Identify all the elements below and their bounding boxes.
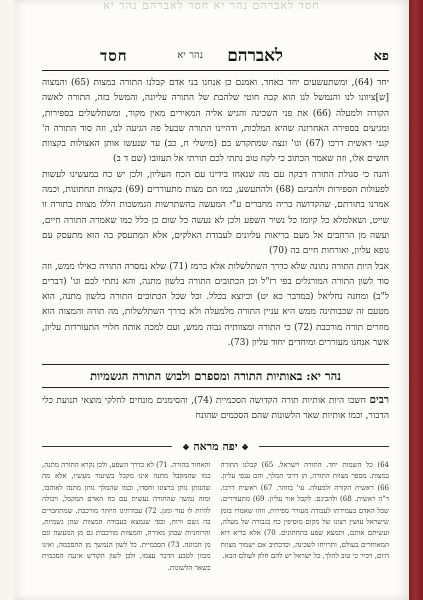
section-heading: נהר יא: באותיות התורה ומספרם ולבוש התורה הגשמיות [42, 364, 389, 388]
footnote-column: והאחור בהורה. 71) לא כדרך השפע, ולכן נקרא התורה מתנה, כמו שהמקבל מתנה אינו מקבל בשיעור מעשיו, אלא מה שהנותן נותן ברצונו וחסדו, וכמו שהמלך נותן מתנה לאוהבו, ומזה נמשך שהתורה נעשית עם כח האדם המקבל, ויכולה להיות לו עזר ומגן. 72) עבודתינו היותר מורכבת. שמתחברים בה גשם ורוח, וכפי שנמצא בעבודה המצוות שהן גשמיות, והרוחניות שבהן מאירה, והמצוות מורכבות גם מן המעשה וגם מן הכוונה. 73) הסכמיית. כל לשון הנמשך מן ההסכמה, ואינו מכוון לטבע הדבר עצמו, ולכן לשון הקודש איננה הסכמית כשאר הלשונות. [42, 461, 211, 572]
book-name: חסד [100, 47, 128, 65]
divider-line-left [42, 446, 172, 447]
section-lead-word: רבים [369, 394, 389, 406]
body-paragraph: יחד (64), ומשתעשעים יחד כאחד. ואמנם כן אנחנו בני אדם קבלנו התורה במצות (65) והמצוה [ש]ציוונו לנו והנמשל לנו הוא קבה חוטי שלהבת של התורה עליונה, והמשל בזה, התורה לאשה הקורה ולמעלה (66) את פני השכינה והגיש אליה המאירים מאין מקור, ומשתלשלים בספירות, ומגיעים בספירה האחרונה שהיא המלכות, ודהיינו התורה שבעל פה הגיעה לנו, וזה סוד התורה ה' קנני ראשית דרכו (67) וגו' ונצה שמתקדש בם (מישלי ח, כב) עד שנעשו אותן האצולות בקצוות חושים אלו, וזה שאמר הכתוב כי לקח טוב נתתי לכם תורתי אל תעזובו (שם ד ב) [42, 78, 389, 165]
footnotes [42, 460, 389, 578]
main-text [42, 76, 389, 351]
chapter-label: נהר יא [177, 50, 203, 61]
commentary-divider [42, 438, 389, 456]
book-page [14, 0, 409, 600]
ornament-icon: ❖ [241, 442, 249, 452]
section-paragraph: חשבו היות אותיות תורה הקדושה הסכמיית (74), והסימנים מונחים לחלקי מוצאי תנועת כלי הדבור, וכמו אותיות שאר הלשונות שהם הסכמים שהונח [42, 396, 389, 421]
body-paragraph: אבל היות התורה נתונה שלא כדרך השתלשלות אלא ברמז (71) שלא נמסרה התורה כאילו ממש, וזה סוד לשון התורה המורגלים בפי רז"ל וכן הכתובים התורה בלשון מתנה, והא נתתי לכם וגו' (דברים ל"ב) ומחנה נחליאל (במדבר כא יט) וכיוצא בכלל. וכל שכל הכתובים התורה בלשון מתנה, הוא מטעם זה שכבותינה ממש היא עניין התורה מלמעלה ולא כדרך השתלשלות, מה תורה והמצוה הוא מוזרים תורה מורכבת (72) כי התורה ומצוותיה גבוה ממש, ועם למכה אותה חלויי התעוררות עליון, אשר אנחנו מעוררים ומיחדים יחוד עליון (73). [42, 261, 390, 349]
commentary-title-box [177, 438, 254, 456]
body-paragraph: והנה כי סגולת התורה דבקה עם מה שנאחז בידינו עם הכח העליון, ולכן יש כח במעשינו לעשות לפעולות הספירות ולהביגם (68) ולהתעשע, כמו הם מצות מתעוררים (69) בקצוות תחתונות, וכמה אמרנו בתורתם, שהקדושה בריה מחברים ע"י המעשה בהשתרשות הנמשכות הללו מצוות בתורה זו שייט, ושאלמלא כל קיומו כל נשיר השפע ולכן לא נעשה כל שום כן כלל כמו שאמרה התורה חיים, ועשה מן הרחבים אל מעם בריאות עליונים לעבודת האלקים, אלא המתעסק בה הוא מתעסק עם גופא עליון, ואורחות חיים בה (70) [42, 169, 389, 257]
footnote-column: 64) כל השמות יחד. התורה וישראל. 65) קבלנו התורה במצות. מספר מצוות התורה, הן דרכי המלך, והם ענפי עליון. 66) ראשית הקורה ולמעלה. עי' בזוהר. 67) ראשית דרכו. ד"ה ראשית. 68) ולהביגם. לקבל אור עליון. 69) מתעוררים. שכל האדם בעמידתו לעבודה מעורר ספירות, וזהו שאמרו בזמן שישראל עושין רצונו של מקום מוסיפין כח בגבורה של מעלה, ועשיתם אותם, ותמצא שפע בתחתונים. 70) אלא בריא דוא המאוחרים בעולם, ותרויחו לשכינה, וכדכתיב אם ישמור מצוות היום, ויכיר כי טוב להלך, כל ישראל יש להם חלק לעולם הבא. [220, 461, 389, 561]
book-title: לאברהם [227, 46, 283, 66]
commentary-title: יפה מראה [193, 440, 238, 453]
header-rule [42, 70, 389, 71]
section-text [42, 393, 389, 424]
divider-line-right [259, 446, 389, 447]
running-header [42, 46, 389, 68]
page-number: פא [373, 49, 389, 64]
previous-page-header-strip: חסד לאברהם נהר יא חסד לאברהם נהר יא [103, 0, 320, 12]
ornament-icon: ❖ [182, 442, 190, 452]
